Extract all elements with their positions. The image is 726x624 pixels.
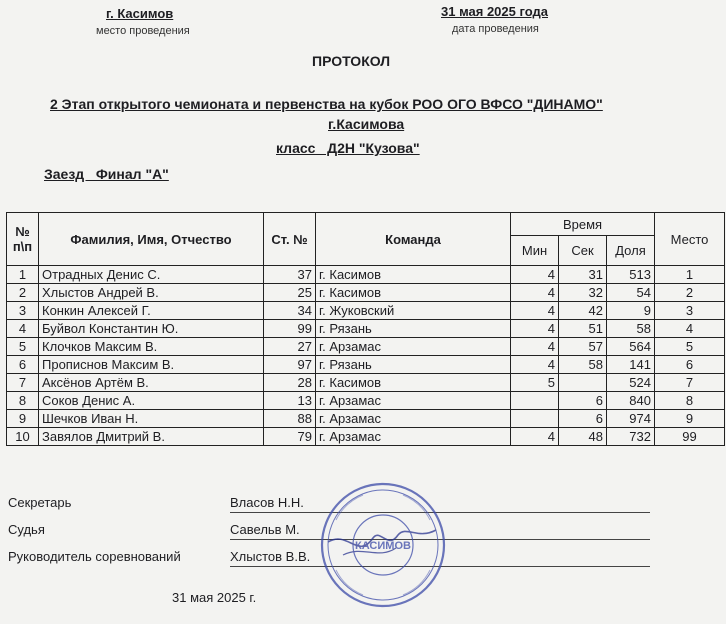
row-name: Клочков Максим В. xyxy=(39,338,264,356)
table-row xyxy=(7,284,725,302)
row-sek: 32 xyxy=(559,284,607,302)
row-place: 1 xyxy=(655,266,725,284)
row-dolya: 564 xyxy=(607,338,655,356)
table-row xyxy=(7,302,725,320)
director-name: Хлыстов В.В. xyxy=(230,549,311,564)
row-st: 25 xyxy=(264,284,316,302)
secretary-role: Секретарь xyxy=(8,495,72,510)
row-place: 8 xyxy=(655,392,725,410)
row-team: г. Арзамас xyxy=(316,338,511,356)
row-st: 79 xyxy=(264,428,316,446)
row-team: г. Жуковский xyxy=(316,302,511,320)
row-sek: 42 xyxy=(559,302,607,320)
row-sek: 6 xyxy=(559,392,607,410)
row-team: г. Арзамас xyxy=(316,410,511,428)
row-num: 3 xyxy=(7,302,39,320)
row-dolya: 974 xyxy=(607,410,655,428)
row-place: 3 xyxy=(655,302,725,320)
row-st: 34 xyxy=(264,302,316,320)
location-value: г. Касимов xyxy=(106,6,174,21)
row-dolya: 58 xyxy=(607,320,655,338)
row-name: Отрадных Денис С. xyxy=(39,266,264,284)
header-time: Время xyxy=(511,213,655,236)
row-sek: 57 xyxy=(559,338,607,356)
row-place: 5 xyxy=(655,338,725,356)
table-row xyxy=(7,374,725,392)
row-dolya: 524 xyxy=(607,374,655,392)
row-sek: 51 xyxy=(559,320,607,338)
row-team: г. Рязань xyxy=(316,320,511,338)
row-min: 4 xyxy=(511,320,559,338)
results-table xyxy=(6,212,725,446)
row-st: 88 xyxy=(264,410,316,428)
row-sek xyxy=(559,374,607,392)
table-row xyxy=(7,392,725,410)
header-dolya: Доля xyxy=(607,236,655,266)
row-dolya: 513 xyxy=(607,266,655,284)
row-dolya: 732 xyxy=(607,428,655,446)
row-st: 37 xyxy=(264,266,316,284)
header-st: Ст. № xyxy=(264,213,316,266)
row-dolya: 141 xyxy=(607,356,655,374)
header-name: Фамилия, Имя, Отчество xyxy=(39,213,264,266)
row-place: 2 xyxy=(655,284,725,302)
director-role: Руководитель соревнований xyxy=(8,549,181,564)
row-num: 7 xyxy=(7,374,39,392)
row-team: г. Арзамас xyxy=(316,428,511,446)
header-min: Мин xyxy=(511,236,559,266)
row-min: 4 xyxy=(511,356,559,374)
date-value: 31 мая 2025 года xyxy=(441,4,548,19)
row-min: 4 xyxy=(511,266,559,284)
row-st: 97 xyxy=(264,356,316,374)
row-sek: 6 xyxy=(559,410,607,428)
row-num: 9 xyxy=(7,410,39,428)
secretary-name: Власов Н.Н. xyxy=(230,495,304,510)
row-min xyxy=(511,410,559,428)
row-dolya: 9 xyxy=(607,302,655,320)
row-name: Соков Денис А. xyxy=(39,392,264,410)
row-min: 5 xyxy=(511,374,559,392)
table-row xyxy=(7,320,725,338)
row-min: 4 xyxy=(511,284,559,302)
location-caption: место проведения xyxy=(96,25,190,37)
row-sek: 31 xyxy=(559,266,607,284)
row-sek: 48 xyxy=(559,428,607,446)
row-min: 4 xyxy=(511,302,559,320)
row-team: г. Касимов xyxy=(316,374,511,392)
header-num: № п\п xyxy=(7,213,39,266)
table-row xyxy=(7,428,725,446)
page-title: ПРОТОКОЛ xyxy=(312,53,391,69)
row-name: Конкин Алексей Г. xyxy=(39,302,264,320)
row-st: 13 xyxy=(264,392,316,410)
row-name: Прописнов Максим В. xyxy=(39,356,264,374)
row-place: 6 xyxy=(655,356,725,374)
table-row xyxy=(7,266,725,284)
row-st: 99 xyxy=(264,320,316,338)
table-row xyxy=(7,338,725,356)
row-place: 7 xyxy=(655,374,725,392)
row-num: 5 xyxy=(7,338,39,356)
row-place: 99 xyxy=(655,428,725,446)
row-place: 9 xyxy=(655,410,725,428)
row-num: 1 xyxy=(7,266,39,284)
footer-date: 31 мая 2025 г. xyxy=(172,590,257,605)
class-title: класс Д2Н "Кузова" xyxy=(276,140,420,156)
row-name: Шечков Иван Н. xyxy=(39,410,264,428)
row-min: 4 xyxy=(511,428,559,446)
event-title-line1: 2 Этап открытого чемионата и первенства на кубок РОО ОГО ВФСО "ДИНАМО" xyxy=(50,96,603,112)
judge-name: Савельв М. xyxy=(230,522,300,537)
table-row xyxy=(7,356,725,374)
row-min: 4 xyxy=(511,338,559,356)
date-caption: дата проведения xyxy=(452,23,539,35)
row-min xyxy=(511,392,559,410)
row-team: г. Рязань xyxy=(316,356,511,374)
judge-role: Судья xyxy=(8,522,45,537)
row-place: 4 xyxy=(655,320,725,338)
row-name: Буйвол Константин Ю. xyxy=(39,320,264,338)
row-dolya: 54 xyxy=(607,284,655,302)
row-num: 8 xyxy=(7,392,39,410)
row-dolya: 840 xyxy=(607,392,655,410)
row-st: 28 xyxy=(264,374,316,392)
row-num: 2 xyxy=(7,284,39,302)
stamp-text: КАСИМОВ xyxy=(355,540,411,552)
row-name: Аксёнов Артём В. xyxy=(39,374,264,392)
row-name: Хлыстов Андрей В. xyxy=(39,284,264,302)
row-num: 6 xyxy=(7,356,39,374)
header-sek: Сек xyxy=(559,236,607,266)
row-team: г. Арзамас xyxy=(316,392,511,410)
row-sek: 58 xyxy=(559,356,607,374)
row-num: 10 xyxy=(7,428,39,446)
header-team: Команда xyxy=(316,213,511,266)
official-stamp xyxy=(318,480,448,610)
row-num: 4 xyxy=(7,320,39,338)
row-name: Завялов Дмитрий В. xyxy=(39,428,264,446)
row-st: 27 xyxy=(264,338,316,356)
row-team: г. Касимов xyxy=(316,284,511,302)
row-team: г. Касимов xyxy=(316,266,511,284)
heat-title: Заезд Финал "А" xyxy=(44,166,169,182)
header-place: Место xyxy=(655,213,725,266)
event-title-line2: г.Касимова xyxy=(328,116,405,132)
table-row xyxy=(7,410,725,428)
